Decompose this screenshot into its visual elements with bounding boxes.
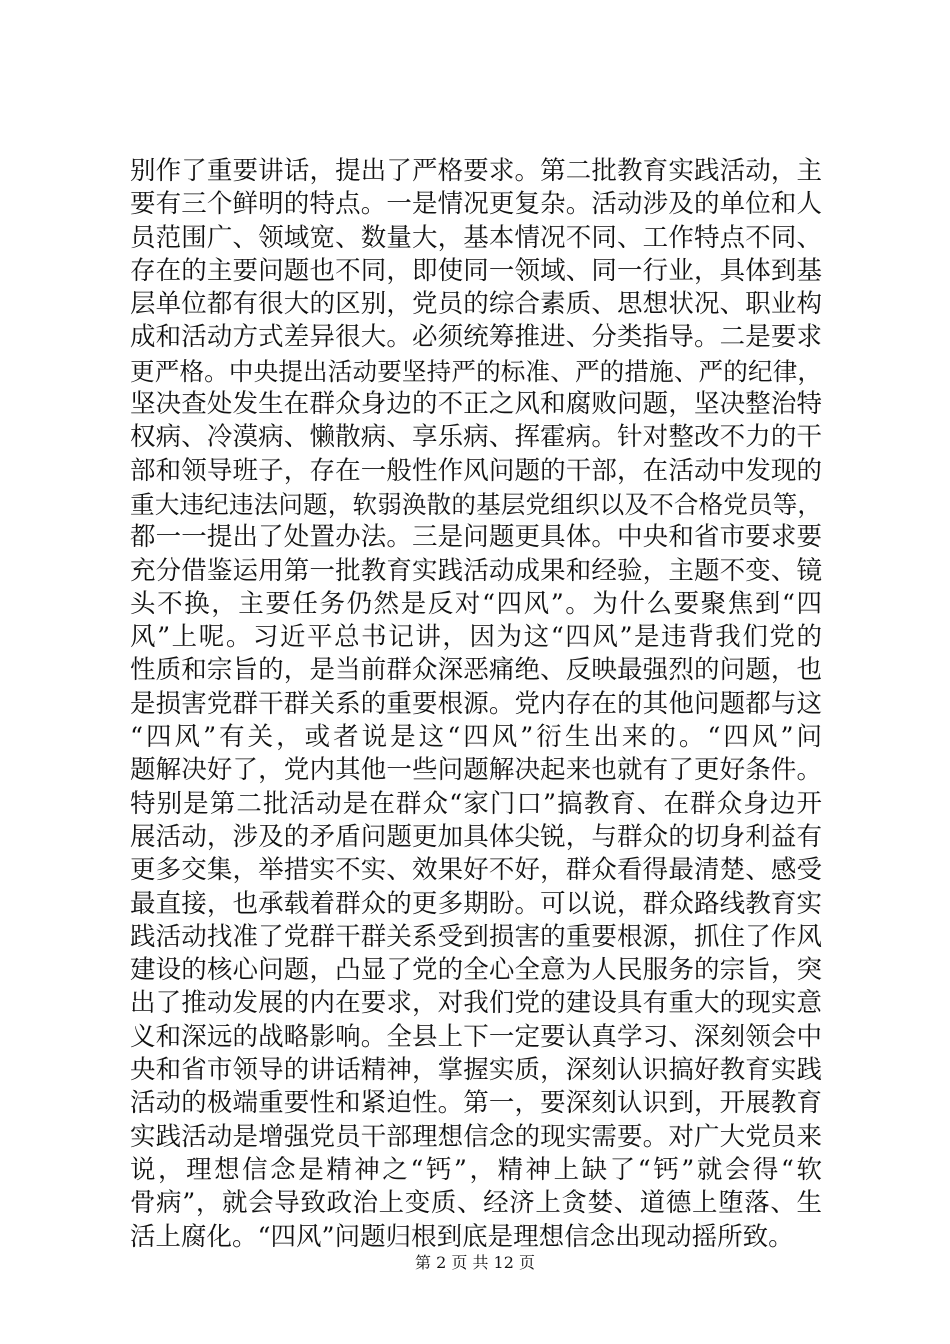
text-line: 要有三个鲜明的特点。一是情况更复杂。活动涉及的单位和人 [130, 189, 822, 220]
body-text [130, 155, 822, 1254]
text-line: 更严格。中央提出活动要坚持严的标准、严的措施、严的纪律， [130, 356, 822, 386]
text-line: 成和活动方式差异很大。必须统筹推进、分类指导。二是要求 [130, 322, 822, 353]
text-line: 实践活动是增强党员干部理想信念的现实需要。对广大党员来 [130, 1121, 822, 1152]
text-line: 充分借鉴运用第一批教育实践活动成果和经验，主题不变、镜 [130, 555, 822, 586]
text-line: 坚决查处发生在群众身边的不正之风和腐败问题，坚决整治特 [130, 389, 822, 420]
text-line: 存在的主要问题也不同，即使同一领域、同一行业，具体到基 [130, 255, 822, 286]
text-line: 头不换，主要任务仍然是反对“四风”。为什么要聚焦到“四 [130, 588, 822, 619]
text-line: 出了推动发展的内在要求，对我们党的建设具有重大的现实意 [130, 988, 822, 1019]
text-line: 层单位都有很大的区别，党员的综合素质、思想状况、职业构 [130, 289, 822, 320]
text-line: 风”上呢。习近平总书记讲，因为这“四风”是违背我们党的 [130, 622, 822, 653]
page-footer: 第 2 页 共 12 页 [415, 1253, 535, 1272]
text-line: 展活动，涉及的矛盾问题更加具体尖锐，与群众的切身利益有 [130, 821, 822, 852]
text-line: 更多交集，举措实不实、效果好不好，群众看得最清楚、感受 [130, 855, 822, 886]
text-line: 权病、冷漠病、懒散病、享乐病、挥霍病。针对整改不力的干 [130, 422, 822, 453]
text-line: 活动的极端重要性和紧迫性。第一，要深刻认识到，开展教育 [130, 1088, 822, 1119]
text-line: 建设的核心问题，凸显了党的全心全意为人民服务的宗旨，突 [130, 955, 822, 986]
text-line: 特别是第二批活动是在群众“家门口”搞教育、在群众身边开 [130, 788, 822, 819]
text-line: 践活动找准了党群干群关系受到损害的重要根源，抓住了作风 [130, 921, 822, 952]
text-line: 性质和宗旨的，是当前群众深恶痛绝、反映最强烈的问题，也 [130, 655, 822, 686]
text-line: 题解决好了，党内其他一些问题解决起来也就有了更好条件。 [130, 755, 822, 786]
text-line: 员范围广、领域宽、数量大，基本情况不同、工作特点不同、 [130, 222, 822, 253]
text-line: 别作了重要讲话，提出了严格要求。第二批教育实践活动，主 [130, 156, 822, 186]
text-line: 义和深远的战略影响。全县上下一定要认真学习、深刻领会中 [130, 1021, 822, 1052]
text-line: 央和省市领导的讲话精神，掌握实质，深刻认识搞好教育实践 [130, 1055, 822, 1086]
text-line: 最直接，也承载着群众的更多期盼。可以说，群众路线教育实 [130, 888, 822, 919]
text-line: 都一一提出了处置办法。三是问题更具体。中央和省市要求要 [130, 522, 822, 553]
text-line: 骨病”，就会导致政治上变质、经济上贪婪、道德上堕落、生 [130, 1188, 822, 1219]
text-line: 是损害党群干群关系的重要根源。党内存在的其他问题都与这 [130, 688, 822, 719]
text-line: 活上腐化。“四风”问题归根到底是理想信念出现动摇所致。 [130, 1221, 794, 1252]
text-line: “四风”有关，或者说是这“四风”衍生出来的。“四风”问 [130, 722, 822, 753]
text-line: 说，理想信念是精神之“钙”，精神上缺了“钙”就会得“软 [130, 1154, 822, 1185]
text-line: 部和领导班子，存在一般性作风问题的干部，在活动中发现的 [130, 455, 822, 486]
text-line: 重大违纪违法问题，软弱涣散的基层党组织以及不合格党员等， [130, 489, 822, 519]
